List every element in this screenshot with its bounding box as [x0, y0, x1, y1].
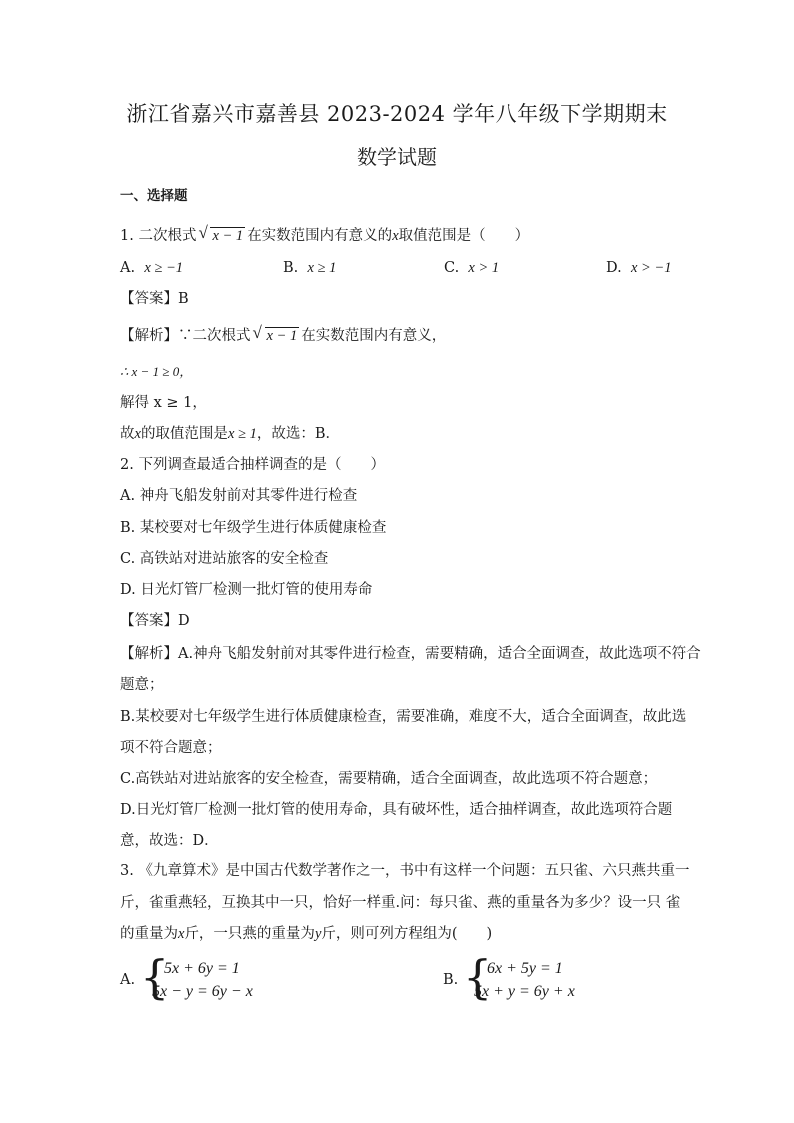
section-heading: 一、选择题: [120, 188, 188, 204]
question-3-stem-line: 的重量为x斤，一只燕的重量为y斤，则可列方程组为( ): [120, 926, 493, 942]
page-title: 浙江省嘉兴市嘉善县 2023-2024 学年八年级下学期期末: [126, 102, 668, 126]
left-brace-icon: {: [463, 950, 493, 1004]
q1-option-b: B. x ≥ 1: [283, 260, 337, 276]
sqrt-expression: √ x − 1: [198, 223, 244, 244]
q3-option-b-equation: 6x + 5y = 1: [487, 960, 563, 977]
q2-analysis-line: 【解析】A.神舟飞船发射前对其零件进行检查，需要精确，适合全面调查，故此选项不符合: [120, 646, 701, 662]
q2-option-b: B. 某校要对七年级学生进行体质健康检查: [120, 520, 387, 536]
q2-option-c: C. 高铁站对进站旅客的安全检查: [120, 551, 329, 567]
q2-analysis-line: 题意；: [120, 677, 164, 693]
q2-analysis-line: D.日光灯管厂检测一批灯管的使用寿命，具有破坏性，适合抽样调查，故此选项符合题: [120, 802, 673, 818]
q1-step-1: ∴ x − 1 ≥ 0，: [120, 364, 193, 379]
q2-analysis-line: 意，故选：D．: [120, 833, 219, 849]
q2-option-a: A. 神舟飞船发射前对其零件进行检查: [120, 488, 358, 504]
q2-option-d: D. 日光灯管厂检测一批灯管的使用寿命: [120, 582, 373, 598]
q3-option-a-equation: 5x − y = 6y − x: [152, 983, 253, 1000]
q2-analysis-line: C.高铁站对进站旅客的安全检查，需要精确，适合全面调查，故此选项不符合题意；: [120, 771, 658, 787]
question-3-stem-line: 3. 《九章算术》是中国古代数学著作之一，书中有这样一个问题：五只雀、六只燕共重一: [120, 863, 690, 879]
q1-step-2: 解得 x ≥ 1，: [120, 395, 207, 411]
question-1-stem: 1. 二次根式 √ x − 1 在实数范围内有意义的x取值范围是（ ）: [120, 223, 530, 244]
left-brace-icon: {: [140, 950, 170, 1004]
q1-answer: 【答案】B: [120, 291, 189, 307]
q2-answer: 【答案】D: [120, 613, 190, 629]
q1-option-d: D. x > −1: [606, 260, 672, 276]
q1-option-a: A. x ≥ −1: [120, 260, 183, 276]
q1-analysis: 【解析】∵二次根式 √ x − 1 在实数范围内有意义，: [120, 323, 447, 344]
question-3-stem-line: 斤，雀重燕轻，互换其中一只，恰好一样重.问：每只雀、燕的重量各为多少？设一只 雀: [120, 895, 681, 911]
q3-option-a-equation: 5x + 6y = 1: [164, 960, 240, 977]
question-2-stem: 2. 下列调查最适合抽样调查的是（ ）: [120, 457, 385, 473]
q1-step-3: 故x的取值范围是x ≥ 1，故选：B．: [120, 426, 340, 442]
q1-option-c: C. x > 1: [444, 260, 500, 276]
sqrt-expression: √ x − 1: [252, 323, 298, 344]
q2-analysis-line: B.某校要对七年级学生进行体质健康检查，需要准确，难度不大，适合全面调查，故此选: [120, 709, 687, 725]
q3-option-a-label: A.: [120, 972, 136, 988]
page-subtitle: 数学试题: [357, 145, 437, 169]
q2-analysis-line: 项不符合题意；: [120, 740, 222, 756]
q3-option-b-equation: 5x + y = 6y + x: [474, 983, 575, 1000]
q3-option-b-label: B.: [443, 972, 459, 988]
